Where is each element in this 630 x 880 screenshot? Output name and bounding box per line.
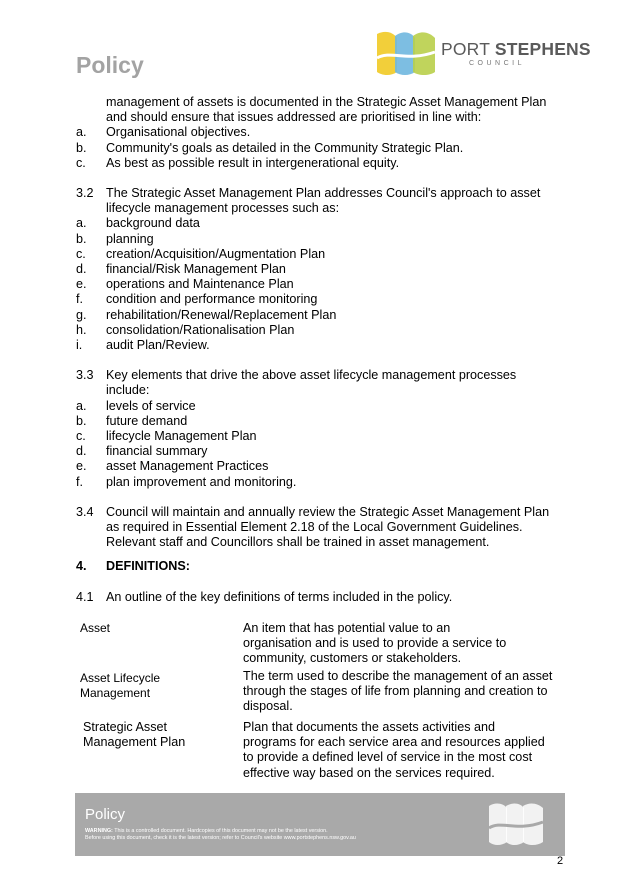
section-line: The Strategic Asset Management Plan addresses Council's approach to asset <box>106 186 541 201</box>
list-text: financial/Risk Management Plan <box>106 262 286 277</box>
council-logo <box>373 28 591 78</box>
intro-paragraph <box>76 95 566 125</box>
list-label: a. <box>76 125 87 140</box>
list-item <box>76 459 566 474</box>
logo-subtext: COUNCIL <box>469 60 526 67</box>
list-item <box>76 125 566 140</box>
list-text: creation/Acquisition/Augmentation Plan <box>106 246 326 261</box>
list-label: e. <box>76 459 87 474</box>
definition-description: An item that has potential value to an organisation and is used to provide a service to community, customers or stakeholders. <box>243 621 507 666</box>
intro-line: management of assets is documented in the Strategic Asset Management Plan <box>106 95 547 109</box>
section-3-4 <box>76 505 566 551</box>
list-label: c. <box>76 429 86 444</box>
list-label: c. <box>76 246 86 261</box>
logo-wordmark: PORT STEPHENS <box>441 39 591 59</box>
list-text: future demand <box>106 413 188 428</box>
list-item <box>76 429 566 444</box>
list-label: f. <box>76 292 83 307</box>
page-footer <box>75 793 565 856</box>
section-line: Council will maintain and annually review the Strategic Asset Management Plan <box>106 504 550 519</box>
section-3-3 <box>76 368 566 398</box>
list-label: i. <box>76 338 83 353</box>
list-text: Community's goals as detailed in the Community Strategic Plan. <box>106 140 464 155</box>
section-4-1 <box>76 590 566 605</box>
list-text: condition and performance monitoring <box>106 292 318 307</box>
footer-warning: WARNING: This is a controlled document. Hardcopies of this document may not be the latest version. Before using this document, check it is the latest version; refer to Council's website www.portstephens.nsw.gov.au <box>85 828 356 841</box>
list-label: a. <box>76 398 87 413</box>
list-label: e. <box>76 277 87 292</box>
footer-title: Policy <box>85 806 126 823</box>
list-label: b. <box>76 231 87 246</box>
list-label: b. <box>76 140 87 155</box>
list-label: h. <box>76 322 87 337</box>
page-header-title: Policy <box>76 52 144 78</box>
list-text: audit Plan/Review. <box>106 338 210 353</box>
definition-term: Asset Lifecycle Management <box>80 671 161 700</box>
list-label: a. <box>76 216 87 231</box>
list-label: f. <box>76 474 83 489</box>
section-text: An outline of the key definitions of terms included in the policy. <box>106 589 453 604</box>
list-label: b. <box>76 413 87 428</box>
list-item <box>76 247 566 262</box>
section-number: 4. <box>76 559 87 574</box>
section-4-heading <box>76 559 566 574</box>
section-line: as required in Essential Element 2.18 of the Local Government Guidelines. <box>106 520 523 535</box>
list-text: Organisational objectives. <box>106 125 251 140</box>
section-heading: DEFINITIONS: <box>106 559 190 574</box>
list-text: lifecycle Management Plan <box>106 429 257 444</box>
list-item <box>76 338 566 353</box>
list-text: plan improvement and monitoring. <box>106 474 297 489</box>
page-number: 2 <box>557 855 564 867</box>
definition-description: Plan that documents the assets activities and programs for each service area and resources applied to provide a defined level of service in the most cost effective way based on the services required. <box>243 720 545 780</box>
list-item <box>76 141 566 156</box>
list-item <box>76 399 566 414</box>
policy-body <box>76 95 566 605</box>
list-item <box>76 156 566 171</box>
list-item <box>76 444 566 459</box>
council-logo-icon <box>373 28 439 78</box>
section-line: lifecycle management processes such as: <box>106 201 340 216</box>
list-item <box>76 277 566 292</box>
intro-line: and should ensure that issues addressed are prioritised in line with: <box>106 110 482 125</box>
list-item <box>76 475 566 490</box>
list-text: consolidation/Rationalisation Plan <box>106 322 295 337</box>
list-text: As best as possible result in intergenerational equity. <box>106 155 400 170</box>
list-text: asset Management Practices <box>106 459 269 474</box>
list-item <box>76 262 566 277</box>
section-line: Key elements that drive the above asset lifecycle management processes <box>106 368 517 383</box>
list-text: background data <box>106 216 200 231</box>
section-number: 3.3 <box>76 368 94 383</box>
list-label: d. <box>76 444 87 459</box>
section-line: include: <box>106 383 150 398</box>
list-text: planning <box>106 231 154 246</box>
list-text: rehabilitation/Renewal/Replacement Plan <box>106 307 337 322</box>
list-text: financial summary <box>106 444 208 459</box>
section-number: 4.1 <box>76 589 94 604</box>
section-number: 3.4 <box>76 504 94 519</box>
list-label: c. <box>76 155 86 170</box>
list-label: g. <box>76 307 87 322</box>
definition-description: The term used to describe the management of an asset through the stages of life from planning and creation to disposal. <box>243 669 553 714</box>
list-item <box>76 308 566 323</box>
list-item <box>76 232 566 247</box>
footer-logo-icon <box>485 798 547 850</box>
list-label: d. <box>76 262 87 277</box>
list-text: operations and Maintenance Plan <box>106 277 294 292</box>
definition-term: Asset <box>80 621 111 635</box>
list-item <box>76 414 566 429</box>
section-line: Relevant staff and Councillors shall be trained in asset management. <box>106 535 490 550</box>
section-number: 3.2 <box>76 186 94 201</box>
list-text: levels of service <box>106 398 196 413</box>
definition-term: Strategic Asset Management Plan <box>83 720 186 750</box>
section-3-2 <box>76 186 566 216</box>
list-item <box>76 292 566 307</box>
list-item <box>76 323 566 338</box>
list-item <box>76 216 566 231</box>
